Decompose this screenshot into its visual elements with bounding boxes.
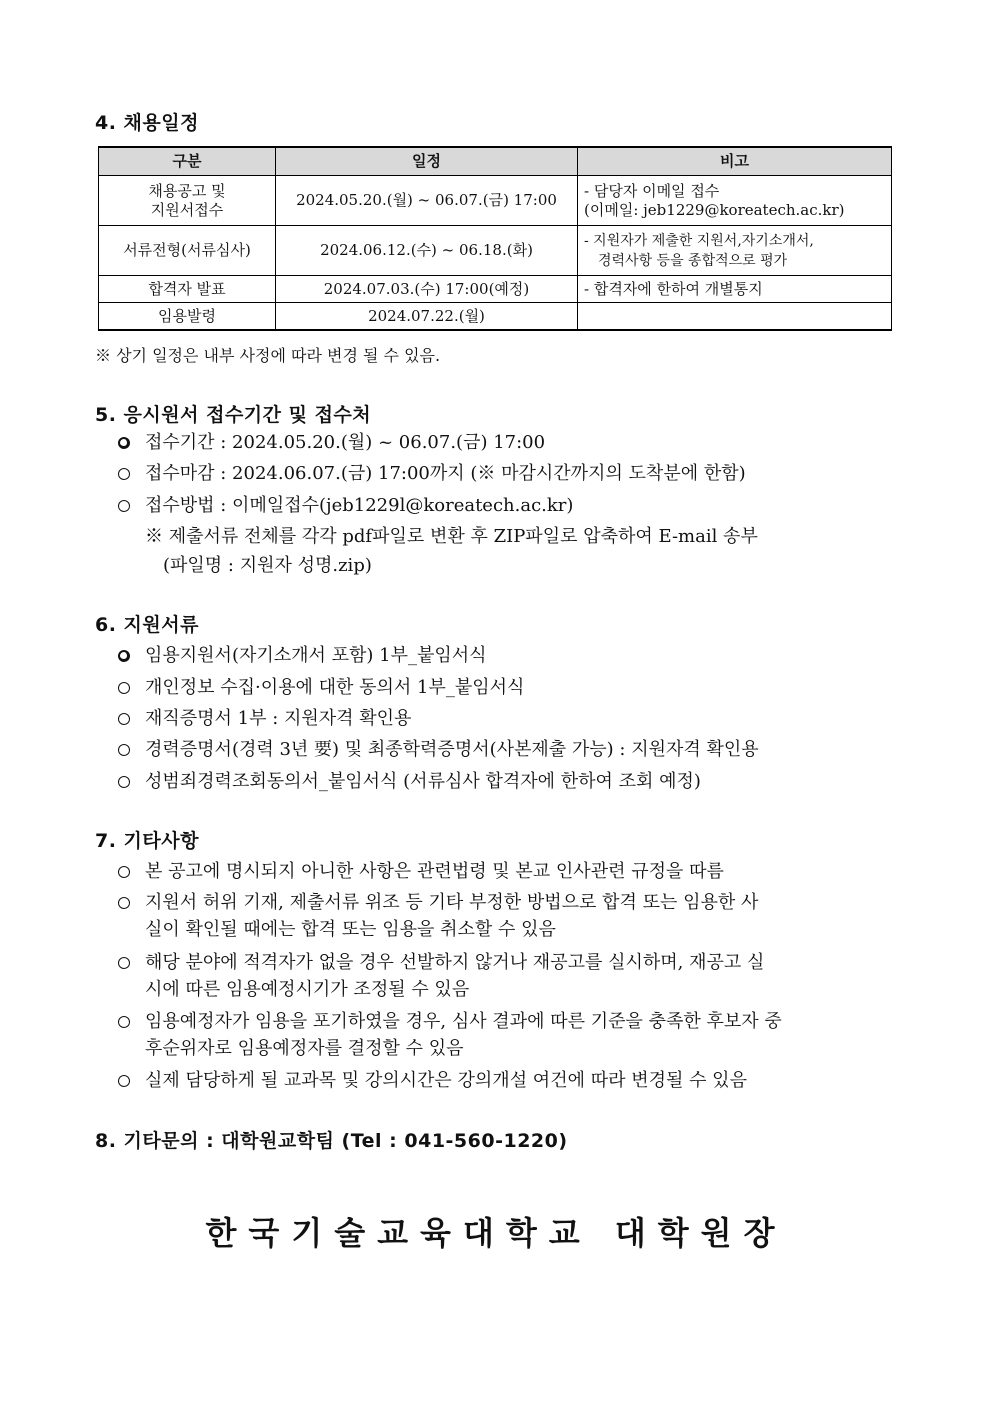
list-item: 재직증명서 1부 : 지원자격 확인용 <box>145 708 412 729</box>
circle-bullet-icon <box>118 1016 130 1028</box>
list-item: 개인정보 수집·이용에 대한 동의서 1부_붙임서식 <box>145 677 525 698</box>
list-item: 접수기간 : 2024.05.20.(월) ~ 06.07.(금) 17:00 <box>145 432 546 453</box>
circle-bullet-icon <box>118 897 130 909</box>
row-category: 합격자 발표 <box>99 276 276 303</box>
submission-note: ※ 제출서류 전체를 각각 pdf파일로 변환 후 ZIP파일로 압축하여 E-mail 송부 <box>145 526 758 547</box>
submission-note-filename: (파일명 : 지원자 성명.zip) <box>163 555 372 576</box>
row-note-line: (이메일: jeb1229@koreatech.ac.kr) <box>584 200 845 219</box>
section-4-title: 4. 채용일정 <box>95 112 199 134</box>
schedule-footnote: ※ 상기 일정은 내부 사정에 따라 변경 될 수 있음. <box>95 346 441 365</box>
circle-bullet-icon <box>118 776 130 788</box>
section-5-title: 5. 응시원서 접수기간 및 접수처 <box>95 404 372 426</box>
issuer-signature: 한국기술교육대학교 대학원장 <box>205 1214 787 1252</box>
row-category: 임용발령 <box>99 303 276 331</box>
list-item-continued: 시에 따른 임용예정시기가 조정될 수 있음 <box>145 979 470 1000</box>
header-category: 구분 <box>99 147 276 176</box>
table-row <box>99 226 892 276</box>
list-item: 본 공고에 명시되지 아니한 사항은 관련법령 및 본교 인사관련 규정을 따름 <box>145 861 724 882</box>
row-date: 2024.07.22.(월) <box>276 303 578 331</box>
circle-bullet-icon <box>118 1075 130 1087</box>
list-item: 접수방법 : 이메일접수(jeb1229l@koreatech.ac.kr) <box>145 495 574 516</box>
row-category-line: 채용공고 및 <box>148 181 226 200</box>
circle-bullet-icon <box>118 650 130 662</box>
row-note <box>578 176 892 226</box>
circle-bullet-icon <box>118 468 130 480</box>
row-note-line: 경력사항 등을 종합적으로 평가 <box>598 252 788 269</box>
circle-bullet-icon <box>118 500 130 512</box>
list-item: 접수마감 : 2024.06.07.(금) 17:00까지 (※ 마감시간까지의 도착분에 한함) <box>145 463 746 484</box>
circle-bullet-icon <box>118 744 130 756</box>
circle-bullet-icon <box>118 957 130 969</box>
schedule-table <box>98 146 892 331</box>
table-row <box>99 276 892 303</box>
schedule-header-row <box>99 147 892 176</box>
row-date: 2024.05.20.(월) ~ 06.07.(금) 17:00 <box>276 176 578 226</box>
list-item: 실제 담당하게 될 교과목 및 강의시간은 강의개설 여건에 따라 변경될 수 있음 <box>145 1070 747 1091</box>
header-note: 비고 <box>578 147 892 176</box>
section-7-title: 7. 기타사항 <box>95 830 199 852</box>
row-date: 2024.07.03.(수) 17:00(예정) <box>276 276 578 303</box>
circle-bullet-icon <box>118 682 130 694</box>
row-note <box>578 303 892 331</box>
row-note <box>578 226 892 276</box>
row-category-line: 지원서접수 <box>150 200 224 219</box>
section-6-title: 6. 지원서류 <box>95 614 199 636</box>
row-category: 서류전형(서류심사) <box>99 226 276 276</box>
table-row <box>99 303 892 331</box>
list-item-continued: 후순위자로 임용예정자를 결정할 수 있음 <box>145 1038 464 1059</box>
header-date: 일정 <box>276 147 578 176</box>
list-item: 성범죄경력조회동의서_붙임서식 (서류심사 합격자에 한하여 조회 예정) <box>145 771 701 792</box>
list-item: 지원서 허위 기재, 제출서류 위조 등 기타 부정한 방법으로 합격 또는 임용한 사 <box>145 892 759 913</box>
list-item: 임용지원서(자기소개서 포함) 1부_붙임서식 <box>145 645 487 666</box>
section-8-title: 8. 기타문의 : 대학원교학팀 (Tel : 041-560-1220) <box>95 1130 568 1152</box>
list-item: 임용예정자가 임용을 포기하였을 경우, 심사 결과에 따른 기준을 충족한 후보자 중 <box>145 1011 782 1032</box>
list-item: 해당 분야에 적격자가 없을 경우 선발하지 않거나 재공고를 실시하며, 재공고 실 <box>145 952 765 973</box>
circle-bullet-icon <box>118 713 130 725</box>
circle-bullet-icon <box>118 437 130 449</box>
row-date: 2024.06.12.(수) ~ 06.18.(화) <box>276 226 578 276</box>
row-note: - 합격자에 한하여 개별통지 <box>578 276 892 303</box>
table-row <box>99 176 892 226</box>
row-note-line: - 담당자 이메일 접수 <box>584 181 720 200</box>
list-item-continued: 실이 확인될 때에는 합격 또는 임용을 취소할 수 있음 <box>145 919 556 940</box>
circle-bullet-icon <box>118 866 130 878</box>
row-category <box>99 176 276 226</box>
list-item: 경력증명서(경력 3년 要) 및 최종학력증명서(사본제출 가능) : 지원자격 확인용 <box>145 739 759 760</box>
row-note-line: - 지원자가 제출한 지원서,자기소개서, <box>584 232 814 249</box>
